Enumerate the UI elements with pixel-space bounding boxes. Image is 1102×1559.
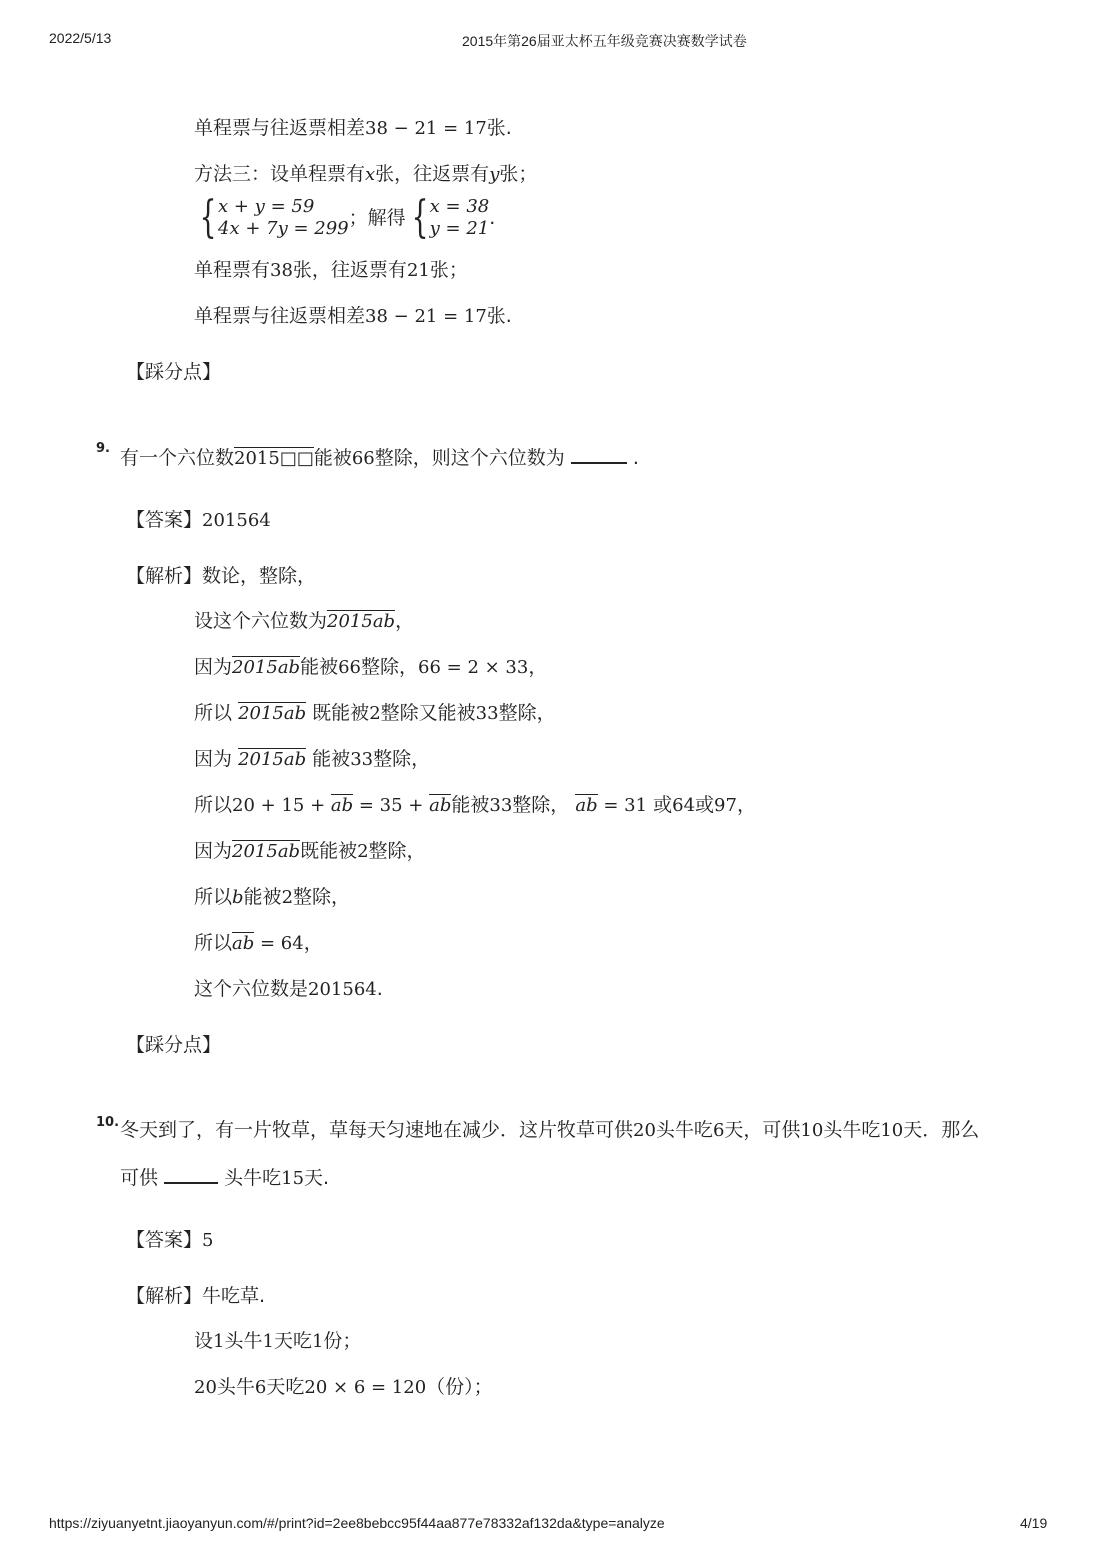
text: 头牛 [216, 1376, 255, 1398]
text: 张； [499, 163, 538, 185]
text: 天吃 [273, 1330, 312, 1352]
q10-step-2 [194, 1375, 493, 1400]
question-10-line-1 [120, 1118, 979, 1143]
text: 单程票有 [194, 259, 271, 281]
text: 能被 [300, 656, 339, 678]
text: ， [303, 932, 323, 954]
math: 10 [880, 1120, 904, 1141]
q9-step-7 [194, 885, 350, 910]
text: 头牛 [224, 1330, 263, 1352]
math-var: x [365, 164, 376, 185]
answer-value: 201564 [202, 510, 271, 531]
text: 整除，则这个六位数为 [374, 447, 565, 469]
text: 设 [194, 1330, 214, 1352]
print-date: 2022/5/13 [49, 30, 112, 46]
text: 因为 [194, 840, 233, 862]
q9-step-5 [194, 793, 756, 818]
overlined-number: 2015ab [327, 611, 396, 632]
text: . [632, 447, 639, 469]
prev-line-5 [194, 304, 512, 329]
text: 能被 [312, 748, 351, 770]
math: 64 [672, 795, 696, 816]
math: 66 [338, 657, 361, 678]
text: 单程票与往返票相差 [194, 117, 366, 139]
brace-icon: { [411, 192, 429, 243]
math-var: y [489, 164, 500, 185]
math: 15 [281, 1168, 305, 1189]
math: 2 [357, 841, 369, 862]
math: 1 [311, 1331, 324, 1352]
overlined-number: 2015ab [238, 749, 307, 770]
text: 整除， [373, 748, 431, 770]
math: 38 − 21 = 17 [365, 306, 487, 327]
prev-line-2 [194, 162, 537, 187]
math: 201564 [308, 979, 377, 1000]
text: 有一个六位数 [120, 447, 235, 469]
text: 天. [304, 1167, 330, 1189]
brace-icon: { [199, 192, 217, 243]
overlined-number: ab [429, 795, 452, 816]
text: 整除又能被 [380, 702, 476, 724]
text: 能被 [451, 794, 490, 816]
overlined-number: 2015ab [232, 657, 301, 678]
math: 38 − 21 = 17 [365, 118, 487, 139]
analysis-topic: 数论，整除， [202, 565, 317, 587]
math: 33 [489, 795, 513, 816]
analysis-label: 【解析】 [126, 1285, 203, 1307]
answer-value: 5 [202, 1230, 214, 1251]
system-2 [406, 192, 490, 243]
text: 或 [653, 794, 673, 816]
text: 因为 [194, 748, 233, 770]
text: 既能被 [300, 840, 358, 862]
text: 所以 [194, 702, 233, 724]
overlined-number: ab [232, 933, 255, 954]
text: 设这个六位数为 [194, 610, 328, 632]
math: 1 [213, 1331, 225, 1352]
q9-step-9 [194, 977, 383, 1002]
q9-step-3 [194, 701, 556, 726]
text: ， [736, 794, 756, 816]
math: 20 + 15 + [232, 795, 331, 816]
q9-step-2 [194, 655, 547, 680]
question-10-line-2 [120, 1164, 329, 1191]
text: 整除， [293, 886, 351, 908]
math: = 35 + [353, 795, 430, 816]
question-number-9: 9. [96, 441, 110, 456]
answer-blank[interactable] [571, 444, 627, 464]
analysis-label: 【解析】 [126, 565, 203, 587]
text: 天，可供 [724, 1119, 801, 1141]
math: 21 [406, 260, 430, 281]
text: 因为 [194, 656, 233, 678]
q9-step-8 [194, 931, 323, 956]
math: 6 [712, 1120, 725, 1141]
q9-step-4 [194, 747, 430, 772]
text: 能被 [313, 447, 352, 469]
math: 66 = 2 × 33 [418, 657, 529, 678]
math: 66 [351, 448, 375, 469]
q10-analysis-heading [126, 1284, 265, 1308]
overlined-number: 2015□□ [234, 448, 314, 469]
system-row: x + y = 59 [218, 196, 315, 217]
text: 份； [323, 1330, 362, 1352]
math: 2 [369, 703, 381, 724]
text: 这个六位数是 [194, 978, 309, 1000]
answer-blank[interactable] [164, 1164, 218, 1184]
system-row: 4x + 7y = 299 [218, 218, 349, 239]
question-number-10: 10. [96, 1115, 120, 1130]
q9-scoring-points: 【踩分点】 [126, 1034, 222, 1056]
text: 单程票与往返票相差 [194, 305, 366, 327]
text: 整除， [361, 656, 419, 678]
text: 整除， [368, 840, 426, 862]
text: 方法三：设单程票有 [194, 163, 366, 185]
overlined-number: 2015ab [238, 703, 307, 724]
text: ， [395, 610, 415, 632]
question-9-text [120, 444, 639, 471]
text: 头牛吃 [224, 1167, 282, 1189]
overlined-number: 2015ab [232, 841, 301, 862]
text: （份）； [426, 1376, 493, 1398]
math: 10 [800, 1120, 824, 1141]
math: 97 [714, 795, 737, 816]
math: 6 [254, 1377, 267, 1398]
text: 天．那么 [903, 1119, 980, 1141]
q9-answer [126, 508, 271, 533]
system-1 [194, 192, 349, 243]
q10-step-1 [194, 1329, 361, 1354]
system-row: x = 38 [429, 196, 490, 217]
math: = 64 [254, 933, 304, 954]
text: ；解得 [348, 207, 406, 229]
text: 张，往返票有 [375, 163, 490, 185]
math: 20 [194, 1377, 217, 1398]
analysis-topic: 牛吃草. [202, 1285, 266, 1307]
text: 整除， [498, 702, 556, 724]
text: . [376, 978, 383, 1000]
prev-equation-system [194, 192, 496, 243]
text: ， [528, 656, 548, 678]
system-row: y = 21 [429, 218, 490, 239]
text: 头牛吃 [655, 1119, 713, 1141]
text: 张. [486, 117, 512, 139]
text: 所以 [194, 886, 233, 908]
overlined-number: ab [575, 795, 598, 816]
math: 20 × 6 = 120 [304, 1377, 427, 1398]
math: 20 [633, 1120, 656, 1141]
prev-line-4 [194, 258, 468, 283]
text: 张，往返票有 [292, 259, 407, 281]
math: 33 [475, 703, 499, 724]
text: 或 [695, 794, 715, 816]
q10-answer [126, 1228, 213, 1253]
math: 38 [270, 260, 293, 281]
text: 所以 [194, 932, 233, 954]
prev-line-1 [194, 116, 512, 141]
page-url[interactable]: https://ziyuanyetnt.jiaoyanyun.com/#/print?id=2ee8bebcc95f44aa877e78332af132da&type=analyze [49, 1515, 665, 1531]
text: 能被 [243, 886, 282, 908]
q9-step-1 [194, 609, 414, 633]
q9-analysis-heading [126, 564, 316, 588]
math: = 31 [597, 795, 648, 816]
text: 可供 [120, 1167, 159, 1189]
math-var: b [232, 887, 244, 908]
text: 张； [429, 259, 468, 281]
math: 33 [350, 749, 374, 770]
overlined-number: ab [330, 795, 354, 816]
math: 2 [281, 887, 294, 908]
answer-label: 【答案】 [126, 509, 203, 531]
text: 整除， [512, 794, 570, 816]
text: 天吃 [266, 1376, 305, 1398]
document-title: 2015年第26届亚太杯五年级竞赛决赛数学试卷 [462, 33, 747, 49]
prev-scoring-points: 【踩分点】 [126, 361, 222, 383]
text: 冬天到了，有一片牧草，草每天匀速地在减少．这片牧草可供 [120, 1119, 634, 1141]
page-number: 4/19 [1020, 1515, 1048, 1531]
text: . [489, 207, 496, 229]
text: 张. [486, 305, 512, 327]
q9-step-6 [194, 839, 426, 864]
math: 1 [262, 1331, 274, 1352]
text: 所以 [194, 794, 233, 816]
answer-label: 【答案】 [126, 1229, 203, 1251]
text: 既能被 [312, 702, 370, 724]
text: 头牛吃 [823, 1119, 881, 1141]
